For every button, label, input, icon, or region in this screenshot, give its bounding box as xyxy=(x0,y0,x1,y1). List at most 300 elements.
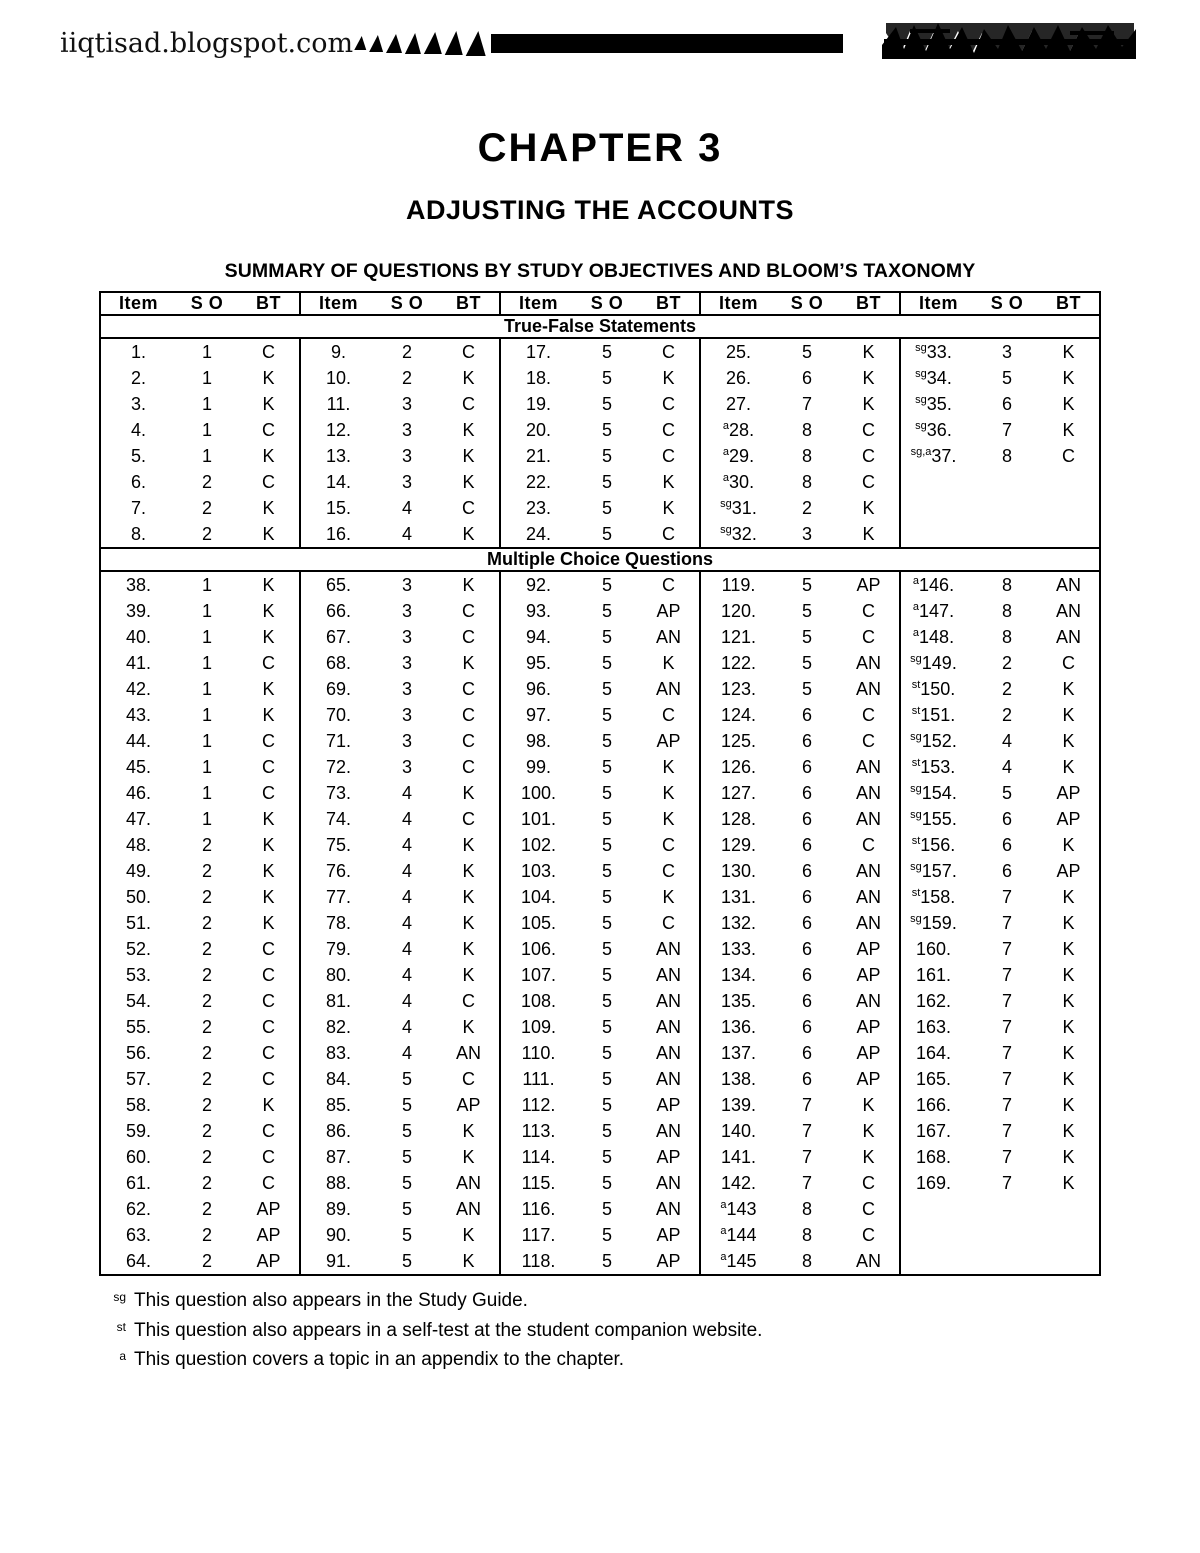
question-number: 86. xyxy=(300,1118,376,1144)
question-number: 64. xyxy=(125,1251,152,1271)
question-number: $^{sg}$154. xyxy=(900,780,976,806)
question-number: 62. xyxy=(125,1199,152,1219)
question-number: 139. xyxy=(700,1092,776,1118)
study-objective-value: 1 xyxy=(201,342,212,362)
question-number: $^{sg}$34. xyxy=(900,365,976,391)
bloom-taxonomy-value: K xyxy=(862,498,875,518)
question-number: 61. xyxy=(125,1173,152,1193)
bloom-taxonomy-value: C xyxy=(462,757,475,777)
bloom-taxonomy-value: K xyxy=(862,342,875,362)
question-number: 46. xyxy=(125,783,152,803)
footnote-marker: sg xyxy=(910,913,922,925)
study-objective-value: 4 xyxy=(1001,731,1012,751)
question-number: 119. xyxy=(700,571,776,598)
question-number: 4. xyxy=(130,420,146,440)
question-number: 125. xyxy=(700,728,776,754)
study-objective-value: 5 xyxy=(401,1173,412,1193)
question-number: 122. xyxy=(700,650,776,676)
question-number: 20. xyxy=(500,417,576,443)
footnote-item xyxy=(100,1347,1100,1373)
study-objective-value: 8 xyxy=(801,420,812,440)
bloom-taxonomy-value: AP xyxy=(456,1095,481,1115)
study-objective-value: 6 xyxy=(801,913,812,933)
study-objective-value: 2 xyxy=(201,498,212,518)
bloom-taxonomy-value: K xyxy=(462,653,475,673)
bloom-taxonomy-value: K xyxy=(1062,1095,1075,1115)
study-objective-value: 2 xyxy=(201,887,212,907)
question-number: 95. xyxy=(500,650,576,676)
question-number: 118. xyxy=(500,1248,576,1275)
question-number: 113. xyxy=(500,1118,576,1144)
question-number: 23. xyxy=(500,495,576,521)
bloom-taxonomy-value: K xyxy=(262,861,275,881)
table-row xyxy=(100,1014,1100,1040)
study-objective-value xyxy=(976,495,1038,521)
question-number: $^{sg}$155. xyxy=(900,806,976,832)
bloom-taxonomy-value: K xyxy=(662,809,675,829)
question-number: 106. xyxy=(500,936,576,962)
bloom-taxonomy-value: K xyxy=(462,575,475,595)
study-objective-value: 3 xyxy=(401,575,412,595)
study-objective-value: 5 xyxy=(601,965,612,985)
footnote-marker: sg xyxy=(915,394,927,406)
study-objective-value: 5 xyxy=(601,627,612,647)
table-row xyxy=(100,1066,1100,1092)
bloom-taxonomy-value: C xyxy=(662,342,675,362)
bloom-taxonomy-value: AN xyxy=(655,965,681,985)
bloom-taxonomy-value: K xyxy=(1062,368,1075,388)
question-number: 89. xyxy=(300,1196,376,1222)
bloom-taxonomy-value: K xyxy=(862,394,875,414)
study-objective-value: 7 xyxy=(1001,1069,1012,1089)
question-number: $^a$30. xyxy=(700,469,776,495)
question-number: 9. xyxy=(300,338,376,365)
question-number: 3. xyxy=(130,394,146,414)
table-row xyxy=(100,962,1100,988)
table-row xyxy=(100,1248,1100,1275)
bloom-taxonomy-value: C xyxy=(462,809,475,829)
bloom-taxonomy-value: AN xyxy=(655,1043,681,1063)
study-objective-value: 7 xyxy=(801,1095,812,1115)
study-objective-value: 5 xyxy=(601,809,612,829)
question-number: 83. xyxy=(300,1040,376,1066)
table-row xyxy=(100,936,1100,962)
bloom-taxonomy-value: K xyxy=(262,705,275,725)
study-objective-value: 3 xyxy=(401,757,412,777)
bloom-taxonomy-value: AP xyxy=(1056,809,1081,829)
study-objective-value: 7 xyxy=(1001,965,1012,985)
study-objective-value: 8 xyxy=(1001,601,1012,621)
bloom-taxonomy-value: K xyxy=(1062,757,1075,777)
bloom-taxonomy-value: K xyxy=(462,1017,475,1037)
question-number: 104. xyxy=(500,884,576,910)
bloom-taxonomy-value: AN xyxy=(655,939,681,959)
footnote-text: This question covers a topic in an appendix to the chapter. xyxy=(134,1349,625,1371)
bloom-taxonomy-value: AP xyxy=(256,1251,281,1271)
question-number: 45. xyxy=(125,757,152,777)
bloom-taxonomy-value: C xyxy=(662,913,675,933)
bloom-taxonomy-value: K xyxy=(1062,1043,1075,1063)
section-header-row xyxy=(100,548,1100,571)
footnote-text: This question also appears in the Study Guide. xyxy=(134,1290,528,1311)
question-number: 25. xyxy=(700,338,776,365)
bloom-taxonomy-value: AP xyxy=(656,1251,681,1271)
question-number: 79. xyxy=(300,936,376,962)
section-title: True-False Statements xyxy=(100,315,1100,338)
question-number: 121. xyxy=(700,624,776,650)
question-number: 12. xyxy=(300,417,376,443)
column-header: S O xyxy=(576,292,638,315)
question-number: 163. xyxy=(900,1014,976,1040)
watermark-triangles-icon xyxy=(355,31,487,56)
study-objective-value: 6 xyxy=(801,835,812,855)
footnote-marker: st xyxy=(911,835,921,847)
question-number: 133. xyxy=(700,936,776,962)
bloom-taxonomy-value: K xyxy=(262,524,275,544)
bloom-taxonomy-value: C xyxy=(862,1199,875,1219)
study-objective-value: 2 xyxy=(201,1225,212,1245)
question-number: $^{st}$158. xyxy=(900,884,976,910)
study-objective-value: 4 xyxy=(401,1017,412,1037)
bloom-taxonomy-value: K xyxy=(462,420,475,440)
study-objective-value: 4 xyxy=(401,939,412,959)
study-objective-value: 5 xyxy=(401,1147,412,1167)
bloom-taxonomy-value: K xyxy=(462,783,475,803)
question-number: 94. xyxy=(500,624,576,650)
question-number: 164. xyxy=(900,1040,976,1066)
question-number: 65. xyxy=(300,571,376,598)
study-objective-value: 7 xyxy=(1001,887,1012,907)
footnote-marker: sg xyxy=(915,420,927,432)
question-number: 68. xyxy=(300,650,376,676)
bloom-taxonomy-value: AP xyxy=(656,1095,681,1115)
table-row xyxy=(100,1092,1100,1118)
question-number: 138. xyxy=(700,1066,776,1092)
bloom-taxonomy-value: K xyxy=(262,394,275,414)
question-number: 84. xyxy=(300,1066,376,1092)
footnote-marker: a xyxy=(720,1199,727,1211)
question-number: 16. xyxy=(300,521,376,548)
question-number: 140. xyxy=(700,1118,776,1144)
study-objective-value: 7 xyxy=(1001,1043,1012,1063)
column-header: S O xyxy=(176,292,238,315)
footnote-marker: sg xyxy=(915,342,927,354)
question-number: 17. xyxy=(500,338,576,365)
question-number: 10. xyxy=(300,365,376,391)
bloom-taxonomy-value: AN xyxy=(455,1199,481,1219)
question-number: 2. xyxy=(130,368,146,388)
bloom-taxonomy-value: AP xyxy=(856,965,881,985)
question-number: 55. xyxy=(125,1017,152,1037)
column-header: Item xyxy=(900,292,976,315)
bloom-taxonomy-value: K xyxy=(662,783,675,803)
bloom-taxonomy-value: C xyxy=(862,1173,875,1193)
question-number: 41. xyxy=(125,653,152,673)
study-objective-value: 7 xyxy=(801,1147,812,1167)
bloom-taxonomy-value: K xyxy=(662,887,675,907)
bloom-taxonomy-value: AN xyxy=(655,1069,681,1089)
bloom-taxonomy-value: K xyxy=(262,368,275,388)
study-objective-value: 7 xyxy=(1001,913,1012,933)
question-number: 71. xyxy=(300,728,376,754)
footnote-marker: a xyxy=(119,1349,126,1364)
footnote-marker: a xyxy=(722,446,730,458)
bloom-taxonomy-value: C xyxy=(862,705,875,725)
study-objective-value: 7 xyxy=(1001,420,1012,440)
question-number: 47. xyxy=(125,809,152,829)
study-objective-value: 1 xyxy=(201,575,212,595)
study-objective-value: 5 xyxy=(601,991,612,1011)
study-objective-value: 8 xyxy=(801,1225,812,1245)
bloom-taxonomy-value: C xyxy=(462,1069,475,1089)
bloom-taxonomy-value: K xyxy=(662,757,675,777)
study-objective-value: 3 xyxy=(401,705,412,725)
question-number: 73. xyxy=(300,780,376,806)
question-number: $^a$145 xyxy=(700,1248,776,1275)
study-objective-value: 2 xyxy=(401,342,412,362)
bloom-taxonomy-value: C xyxy=(462,679,475,699)
question-number: 27. xyxy=(700,391,776,417)
bloom-taxonomy-value: K xyxy=(462,1147,475,1167)
bloom-taxonomy-value: AN xyxy=(1055,627,1081,647)
bloom-taxonomy-value xyxy=(1038,1248,1100,1275)
bloom-taxonomy-value: C xyxy=(862,420,875,440)
question-number: 92. xyxy=(500,571,576,598)
study-objective-value: 6 xyxy=(801,991,812,1011)
question-number: 131. xyxy=(700,884,776,910)
bloom-taxonomy-value: AN xyxy=(855,1251,881,1271)
study-objective-value: 7 xyxy=(801,1173,812,1193)
study-objective-value: 1 xyxy=(201,731,212,751)
bloom-taxonomy-value: K xyxy=(462,368,475,388)
bloom-taxonomy-value: C xyxy=(662,575,675,595)
study-objective-value: 2 xyxy=(201,965,212,985)
study-objective-value: 6 xyxy=(801,939,812,959)
bloom-taxonomy-value: K xyxy=(1062,835,1075,855)
study-objective-value: 6 xyxy=(801,861,812,881)
bloom-taxonomy-value: AP xyxy=(256,1199,281,1219)
bloom-taxonomy-value: K xyxy=(662,653,675,673)
question-number: $^{sg}$159. xyxy=(900,910,976,936)
bloom-taxonomy-value: K xyxy=(862,1095,875,1115)
question-number: $^{st}$151. xyxy=(900,702,976,728)
table-row xyxy=(100,365,1100,391)
study-objective-value xyxy=(976,469,1038,495)
study-objective-value: 2 xyxy=(201,472,212,492)
watermark-bar xyxy=(491,34,843,53)
questions-table xyxy=(99,291,1101,1276)
bloom-taxonomy-value: C xyxy=(662,446,675,466)
bloom-taxonomy-value: C xyxy=(262,731,275,751)
question-number: $^{sg}$31. xyxy=(700,495,776,521)
study-objective-value: 1 xyxy=(201,420,212,440)
question-number: 80. xyxy=(300,962,376,988)
study-objective-value: 1 xyxy=(201,679,212,699)
bloom-taxonomy-value: K xyxy=(1062,1173,1075,1193)
study-objective-value: 5 xyxy=(601,524,612,544)
bloom-taxonomy-value: AP xyxy=(256,1225,281,1245)
question-number: 108. xyxy=(500,988,576,1014)
question-number: 69. xyxy=(300,676,376,702)
bloom-taxonomy-value: K xyxy=(1062,679,1075,699)
bloom-taxonomy-value: C xyxy=(862,1225,875,1245)
study-objective-value: 7 xyxy=(1001,1173,1012,1193)
study-objective-value: 5 xyxy=(601,1199,612,1219)
study-objective-value: 5 xyxy=(801,627,812,647)
bloom-taxonomy-value: AN xyxy=(855,887,881,907)
bloom-taxonomy-value: C xyxy=(862,446,875,466)
study-objective-value: 1 xyxy=(201,627,212,647)
study-objective-value: 1 xyxy=(201,653,212,673)
bloom-taxonomy-value: K xyxy=(462,913,475,933)
question-number: 127. xyxy=(700,780,776,806)
bloom-taxonomy-value: K xyxy=(1062,887,1075,907)
study-objective-value: 2 xyxy=(201,861,212,881)
question-number: 87. xyxy=(300,1144,376,1170)
question-number xyxy=(900,495,976,521)
question-number: 169. xyxy=(900,1170,976,1196)
question-number: 136. xyxy=(700,1014,776,1040)
question-number: 5. xyxy=(130,446,146,466)
bloom-taxonomy-value: C xyxy=(862,731,875,751)
table-row xyxy=(100,417,1100,443)
bloom-taxonomy-value: C xyxy=(262,757,275,777)
question-number: $^{sg}$36. xyxy=(900,417,976,443)
study-objective-value xyxy=(976,1196,1038,1222)
study-objective-value: 5 xyxy=(801,575,812,595)
watermark-header xyxy=(60,0,1140,86)
question-number: 167. xyxy=(900,1118,976,1144)
bloom-taxonomy-value: K xyxy=(1062,1017,1075,1037)
bloom-taxonomy-value: C xyxy=(462,627,475,647)
study-objective-value xyxy=(976,521,1038,548)
study-objective-value: 6 xyxy=(801,887,812,907)
study-objective-value: 3 xyxy=(401,446,412,466)
study-objective-value: 7 xyxy=(801,394,812,414)
study-objective-value: 1 xyxy=(201,446,212,466)
question-number: 132. xyxy=(700,910,776,936)
bloom-taxonomy-value: C xyxy=(662,420,675,440)
bloom-taxonomy-value: C xyxy=(262,991,275,1011)
question-number: 110. xyxy=(500,1040,576,1066)
study-objective-value: 4 xyxy=(401,783,412,803)
footnote-marker: sg xyxy=(910,809,922,821)
study-objective-value: 6 xyxy=(801,809,812,829)
study-objective-value: 5 xyxy=(601,783,612,803)
bloom-taxonomy-value: AN xyxy=(655,1017,681,1037)
question-number: 18. xyxy=(500,365,576,391)
question-number: 88. xyxy=(300,1170,376,1196)
bloom-taxonomy-value: AP xyxy=(656,1147,681,1167)
bloom-taxonomy-value: K xyxy=(462,472,475,492)
question-number: 93. xyxy=(500,598,576,624)
study-objective-value: 2 xyxy=(201,991,212,1011)
study-objective-value: 4 xyxy=(401,913,412,933)
study-objective-value: 5 xyxy=(601,939,612,959)
column-header: Item xyxy=(700,292,776,315)
question-number: $^{st}$153. xyxy=(900,754,976,780)
study-objective-value: 5 xyxy=(1001,783,1012,803)
question-number: 52. xyxy=(125,939,152,959)
study-objective-value: 4 xyxy=(401,887,412,907)
study-objective-value: 8 xyxy=(801,472,812,492)
study-objective-value: 5 xyxy=(601,1017,612,1037)
question-number: 50. xyxy=(125,887,152,907)
table-header-row xyxy=(100,292,1100,315)
study-objective-value: 5 xyxy=(601,1095,612,1115)
study-objective-value: 5 xyxy=(601,498,612,518)
question-number xyxy=(900,469,976,495)
question-number: $^a$146. xyxy=(900,571,976,598)
bloom-taxonomy-value: K xyxy=(262,446,275,466)
bloom-taxonomy-value: AP xyxy=(1056,861,1081,881)
footnote-marker: a xyxy=(722,420,730,432)
section-title: Multiple Choice Questions xyxy=(100,548,1100,571)
bloom-taxonomy-value: AP xyxy=(856,1043,881,1063)
bloom-taxonomy-value: C xyxy=(262,1043,275,1063)
study-objective-value: 5 xyxy=(601,1225,612,1245)
bloom-taxonomy-value: AN xyxy=(655,1173,681,1193)
study-objective-value: 5 xyxy=(401,1121,412,1141)
study-objective-value: 5 xyxy=(601,705,612,725)
study-objective-value: 6 xyxy=(1001,835,1012,855)
question-number: 76. xyxy=(300,858,376,884)
question-number: 128. xyxy=(700,806,776,832)
bloom-taxonomy-value: AP xyxy=(856,1069,881,1089)
bloom-taxonomy-value: C xyxy=(862,601,875,621)
question-number: 67. xyxy=(300,624,376,650)
bloom-taxonomy-value: K xyxy=(1062,420,1075,440)
bloom-taxonomy-value: C xyxy=(462,991,475,1011)
footnote-marker: sg xyxy=(915,368,927,380)
bloom-taxonomy-value: K xyxy=(262,498,275,518)
bloom-taxonomy-value: C xyxy=(262,653,275,673)
bloom-taxonomy-value: K xyxy=(462,1121,475,1141)
table-row xyxy=(100,1170,1100,1196)
footnote-marker: a xyxy=(722,472,730,484)
question-number: 97. xyxy=(500,702,576,728)
study-objective-value: 7 xyxy=(1001,1147,1012,1167)
bloom-taxonomy-value: C xyxy=(862,835,875,855)
question-number: 105. xyxy=(500,910,576,936)
footnote-marker: a xyxy=(912,627,920,639)
footnote-marker: sg xyxy=(113,1290,126,1304)
bloom-taxonomy-value: C xyxy=(462,705,475,725)
question-number: 72. xyxy=(300,754,376,780)
bloom-taxonomy-value: K xyxy=(262,887,275,907)
question-number: 123. xyxy=(700,676,776,702)
question-number: 7. xyxy=(130,498,146,518)
question-number: $^a$144 xyxy=(700,1222,776,1248)
study-objective-value: 5 xyxy=(801,601,812,621)
study-objective-value: 2 xyxy=(201,1147,212,1167)
table-row xyxy=(100,443,1100,469)
study-objective-value: 4 xyxy=(401,835,412,855)
footnote-marker: sg xyxy=(910,783,922,795)
question-number: $^a$143 xyxy=(700,1196,776,1222)
question-number: $^{sg}$35. xyxy=(900,391,976,417)
bloom-taxonomy-value: AN xyxy=(655,991,681,1011)
bloom-taxonomy-value: AP xyxy=(656,1225,681,1245)
bloom-taxonomy-value: C xyxy=(262,1147,275,1167)
study-objective-value: 8 xyxy=(801,1251,812,1271)
footnote-text: This question also appears in a self-test at the student companion website. xyxy=(134,1319,763,1341)
table-row xyxy=(100,702,1100,728)
study-objective-value: 3 xyxy=(401,601,412,621)
study-objective-value: 1 xyxy=(201,601,212,621)
bloom-taxonomy-value: AP xyxy=(1056,783,1081,803)
question-number: 115. xyxy=(500,1170,576,1196)
